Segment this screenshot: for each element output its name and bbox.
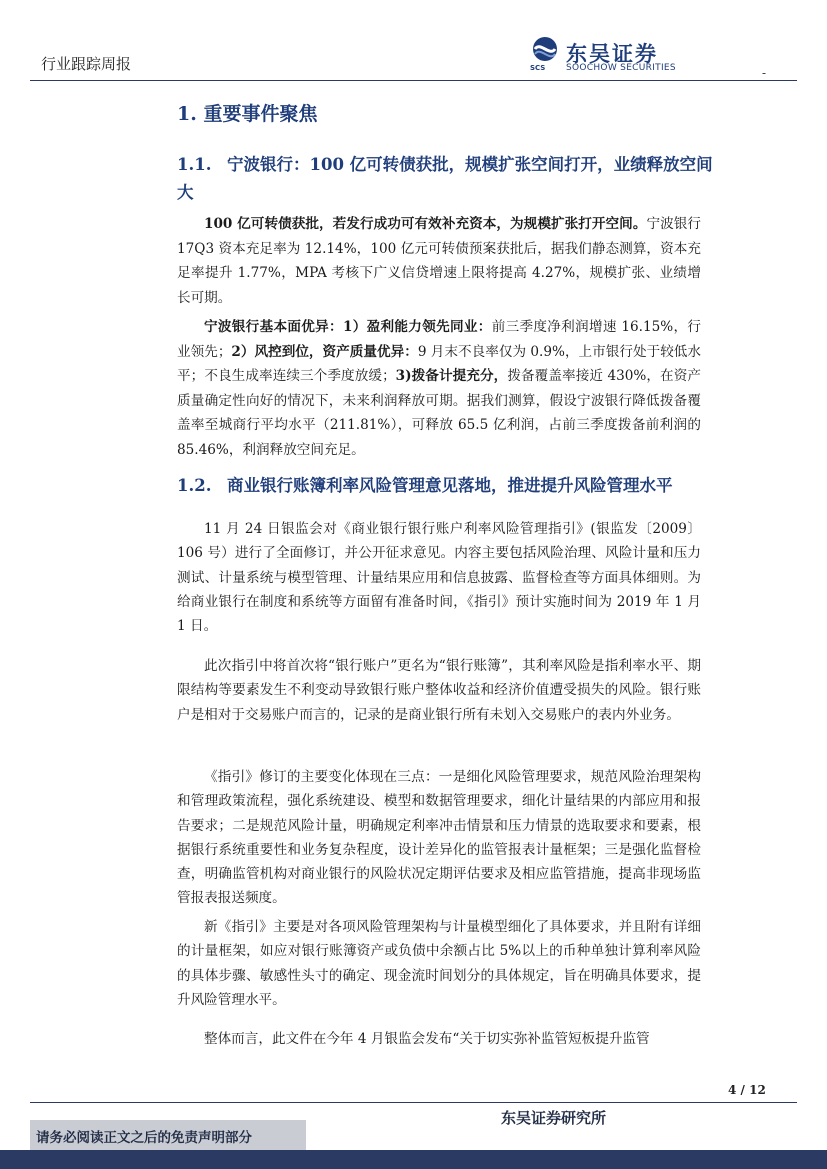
paragraph-text: 9 月末不良率仅为 0.9%，上市银行处于较低水平；不良生成率连续三个季度放缓； [177, 343, 702, 385]
footer-divider [30, 1102, 797, 1103]
disclaimer-banner [30, 1120, 306, 1150]
paragraph: 《指引》修订的主要变化体现在三点：一是细化风险管理要求，规范风险治理架构和管理政策流程，强化系统建设、模型和数据管理要求，细化计量结果的内部应用和报告要求；二是规范风险计量，明确规定利率冲击情景和压力情景的选取要求和要素，根据银行系统重要性和业务复杂程度，设计差异化的监管报表计量框架；三是强化监督检查，明确监管机构对商业银行的风险状况定期评估要求及相应监管措施，提高非现场监管报表报送频度。 [177, 769, 701, 907]
section-title: 1. 重要事件聚焦 [177, 103, 318, 125]
logo-abbr: SCS [530, 64, 546, 72]
subsection-heading-1-1 [177, 151, 717, 207]
disclaimer-text: 请务必阅读正文之后的免责声明部分 [36, 1130, 252, 1146]
paragraph: 新《指引》主要是对各项风险管理架构与计量模型细化了具体要求，并且附有详细的计量框架，如应对银行账簿资产或负债中余额占比 5%以上的币种单独计算利率风险的具体步骤、敏感性头寸的确定、现金流时间划分的具体规定，旨在明确具体要求，提升风险管理水平。 [177, 919, 701, 1008]
paragraph [177, 315, 701, 463]
header-divider [30, 80, 797, 81]
subsection-title: 宁波银行：100 亿可转债获批，规模扩张空间打开，业绩释放空间大 [177, 155, 713, 202]
paragraph: 11 月 24 日银监会对《商业银行银行账户利率风险管理指引》(银监发〔2009〕106 号）进行了全面修订，并公开征求意见。内容主要包括风险治理、风险计量和压力测试、计量系统与模型管理、计量结果应用和信息披露、监督检查等方面具体细则。为给商业银行在制度和系统等方面留有准备时间，《指引》预计实施时间为 2019 年 1 月 1 日。 [177, 521, 701, 635]
paragraph-lead: 100 亿可转债获批，若发行成功可有效补充资本，为规模扩张打开空间。 [204, 216, 647, 232]
report-type-label: 行业跟踪周报 [41, 55, 132, 73]
paragraph-text: 拨备覆盖率接近 430%，在资产质量确定性向好的情况下，未来利润释放可期。据我们测算，假设宁波银行降低拨备覆盖率至城商行平均水平（211.81%），可释放 65.5 亿利润，占前三季度拨备前利润的 85.46%，利润释放空间充足。 [177, 368, 701, 458]
paragraph-lead: 宁波银行基本面优异：1）盈利能力领先同业： [204, 319, 492, 335]
corner-mark: - [762, 66, 767, 80]
company-logo [528, 36, 698, 76]
paragraph-text: 前三季度净利润增速 16.15%，行业领先； [177, 319, 701, 360]
paragraph: 此次指引中将首次将“银行账户”更名为“银行账簿”，其利率风险是指利率水平、期限结构等要素发生不利变动导致银行账户整体收益和经济价值遭受损失的风险。银行账户是相对于交易账户而言的，记录的是商业银行所有未划入交易账户的表内外业务。 [177, 658, 701, 723]
paragraph-point: 2）风控到位，资产质量优异： [231, 343, 418, 360]
paragraph [177, 212, 701, 310]
subsection-number: 1.1. [177, 155, 212, 174]
institute-name: 东吴证券研究所 [501, 1109, 607, 1127]
paragraph: 整体而言，此文件在今年 4 月银监会发布“关于切实弥补监管短板提升监管 [204, 1031, 650, 1047]
subsection-number: 1.2. [177, 476, 212, 495]
logo-chinese-name: 东吴证券 [566, 42, 658, 66]
subsection-title: 商业银行账簿利率风险管理意见落地，推进提升风险管理水平 [227, 476, 673, 495]
logo-english-name: SOOCHOW SECURITIES [566, 63, 676, 73]
page-number: 4 / 12 [728, 1083, 766, 1097]
paragraph-text: 宁波银行 17Q3 资本充足率为 12.14%，100 亿元可转债预案获批后，据我们静态测算，资本充足率提升 1.77%，MPA 考核下广义信贷增速上限将提高 4.27%，规模扩张、业绩增长可期。 [177, 216, 702, 306]
subsection-heading-1-2 [177, 472, 737, 500]
paragraph-point: 3)拨备计提充分， [395, 368, 508, 385]
footer-bar [0, 1150, 827, 1169]
